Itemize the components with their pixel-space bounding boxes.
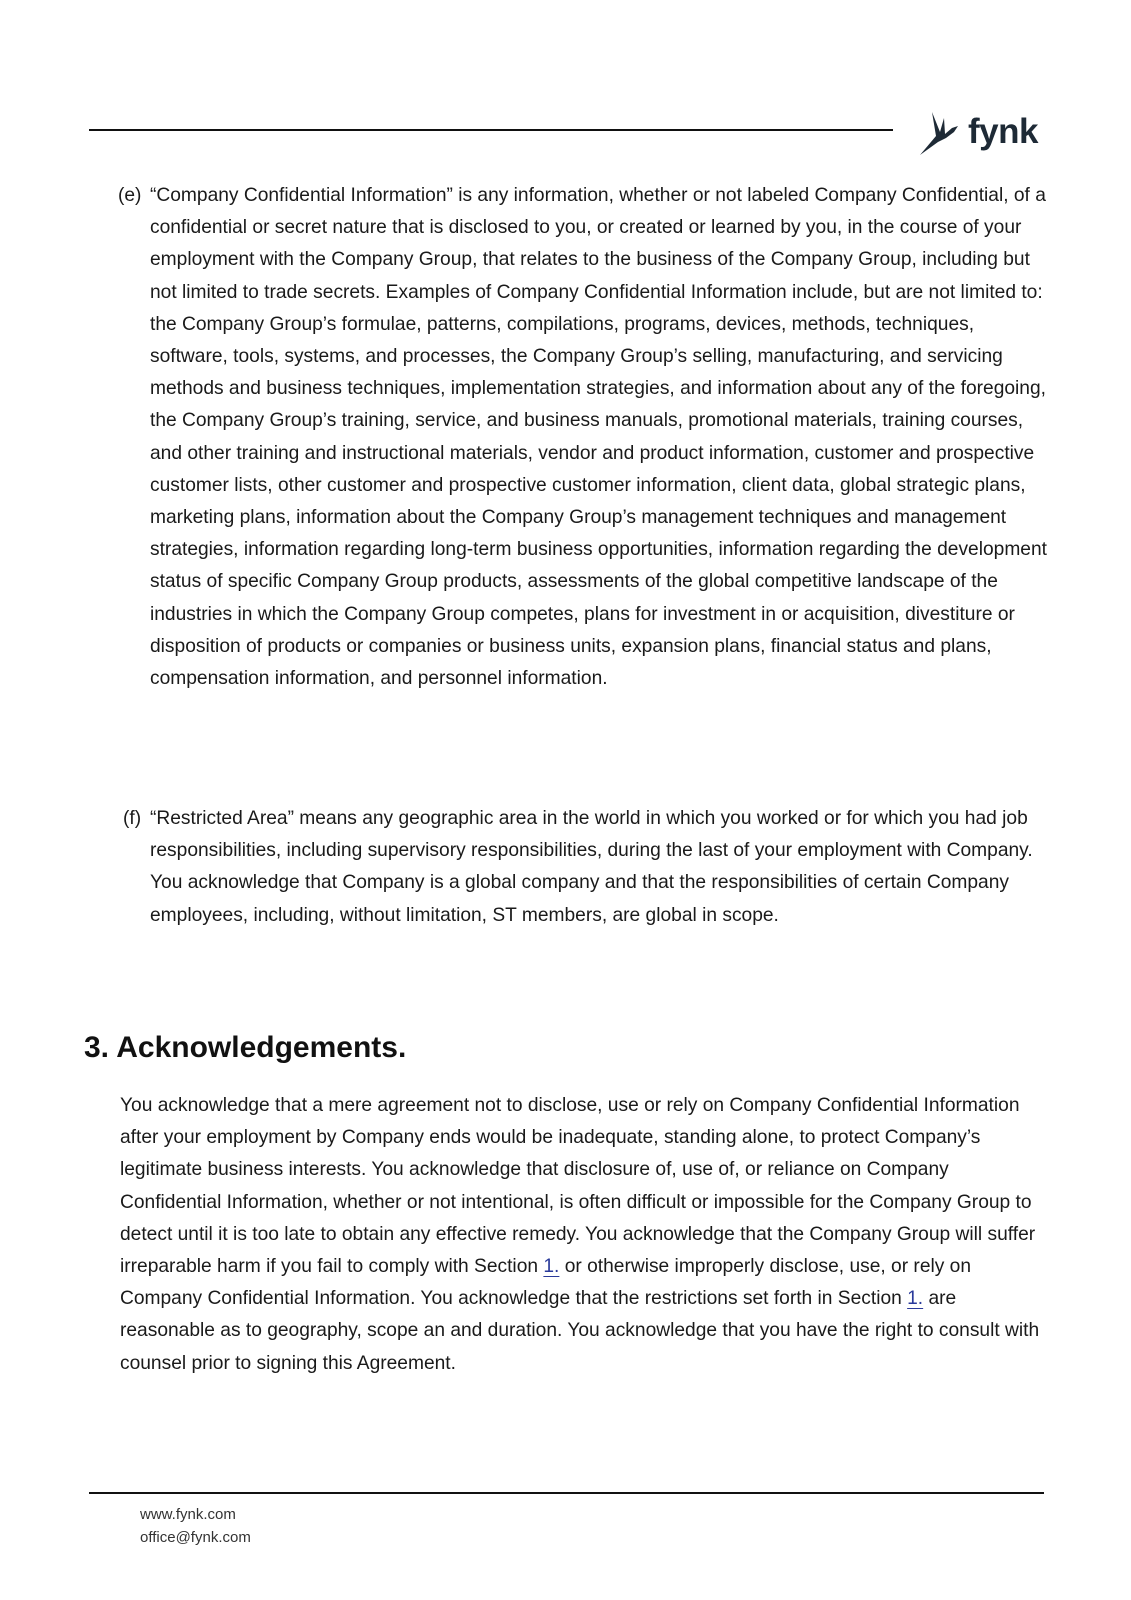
body-text: You acknowledge that a mere agreement not to disclose, use or rely on Company Confidential Information after your employment by Company ends would be inadequate, standing alone, to protect Company’s legitimate business interests. You acknowledge that disclosure of, use of, or reliance on Company Confidential Information, whether or not intentional, is often difficult or impossible for the Company Group to detect until it is too late to obtain any effective remedy. You acknowledge that the Company Group will suffer irreparable harm if you fail to comply with Section [120, 1095, 1036, 1278]
section-body [120, 1090, 1048, 1380]
clause-f [118, 803, 1048, 932]
clause-marker: (f) [123, 808, 142, 829]
header-divider [89, 129, 893, 131]
footer-website: www.fynk.com [140, 1506, 236, 1523]
section-1-link[interactable]: 1. [543, 1256, 560, 1278]
footer [140, 1503, 251, 1549]
logo-wordmark: fynk [968, 111, 1038, 151]
body-text: are reasonable as to geography, scope an and duration. You acknowledge that you have the right to consult with counsel prior to signing this Agreement. [120, 1288, 1040, 1374]
fynk-logo [918, 104, 1046, 158]
clause-text: “Restricted Area” means any geographic area in the world in which you worked or for which you had job responsibilities, including supervisory responsibilities, during the last of your employment with Company. You acknowledge that Company is a global company and that the responsibilities of certain Company employees, including, without limitation, ST members, are global in scope. [150, 808, 1033, 926]
section-heading: 3. Acknowledgements. [84, 1031, 407, 1064]
fynk-bird-icon [918, 106, 962, 156]
section-1-link[interactable]: 1. [907, 1288, 924, 1310]
clause-e [118, 180, 1048, 695]
footer-email: office@fynk.com [140, 1529, 251, 1546]
body-text: or otherwise improperly disclose, use, or rely on Company Confidential Information. You acknowledge that the restrictions set forth in Section [120, 1256, 972, 1310]
footer-divider [89, 1492, 1044, 1494]
clause-text: “Company Confidential Information” is any information, whether or not labeled Company Confidential, of a confidential or secret nature that is disclosed to you, or created or learned by you, in the course of your employment with the Company Group, that relates to the business of the Company Group, including but not limited to trade secrets. Examples of Company Confidential Information include, but are not limited to: the Company Group’s formulae, patterns, compilations, programs, devices, methods, techniques, software, tools, systems, and processes, the Company Group’s selling, manufacturing, and servicing methods and business techniques, implementation strategies, and information about any of the foregoing, the Company Group’s training, service, and business manuals, promotional materials, training courses, and other training and instructional materials, vendor and product information, customer and prospective customer lists, other customer and prospective customer information, client data, global strategic plans, marketing plans, information about the Company Group’s management techniques and management strategies, information regarding long-term business opportunities, information regarding the development status of specific Company Group products, assessments of the global competitive landscape of the industries in which the Company Group competes, plans for investment in or acquisition, divestiture or disposition of products or companies or business units, expansion plans, financial status and plans, compensation information, and personnel information. [150, 185, 1047, 690]
clause-marker: (e) [118, 185, 142, 206]
